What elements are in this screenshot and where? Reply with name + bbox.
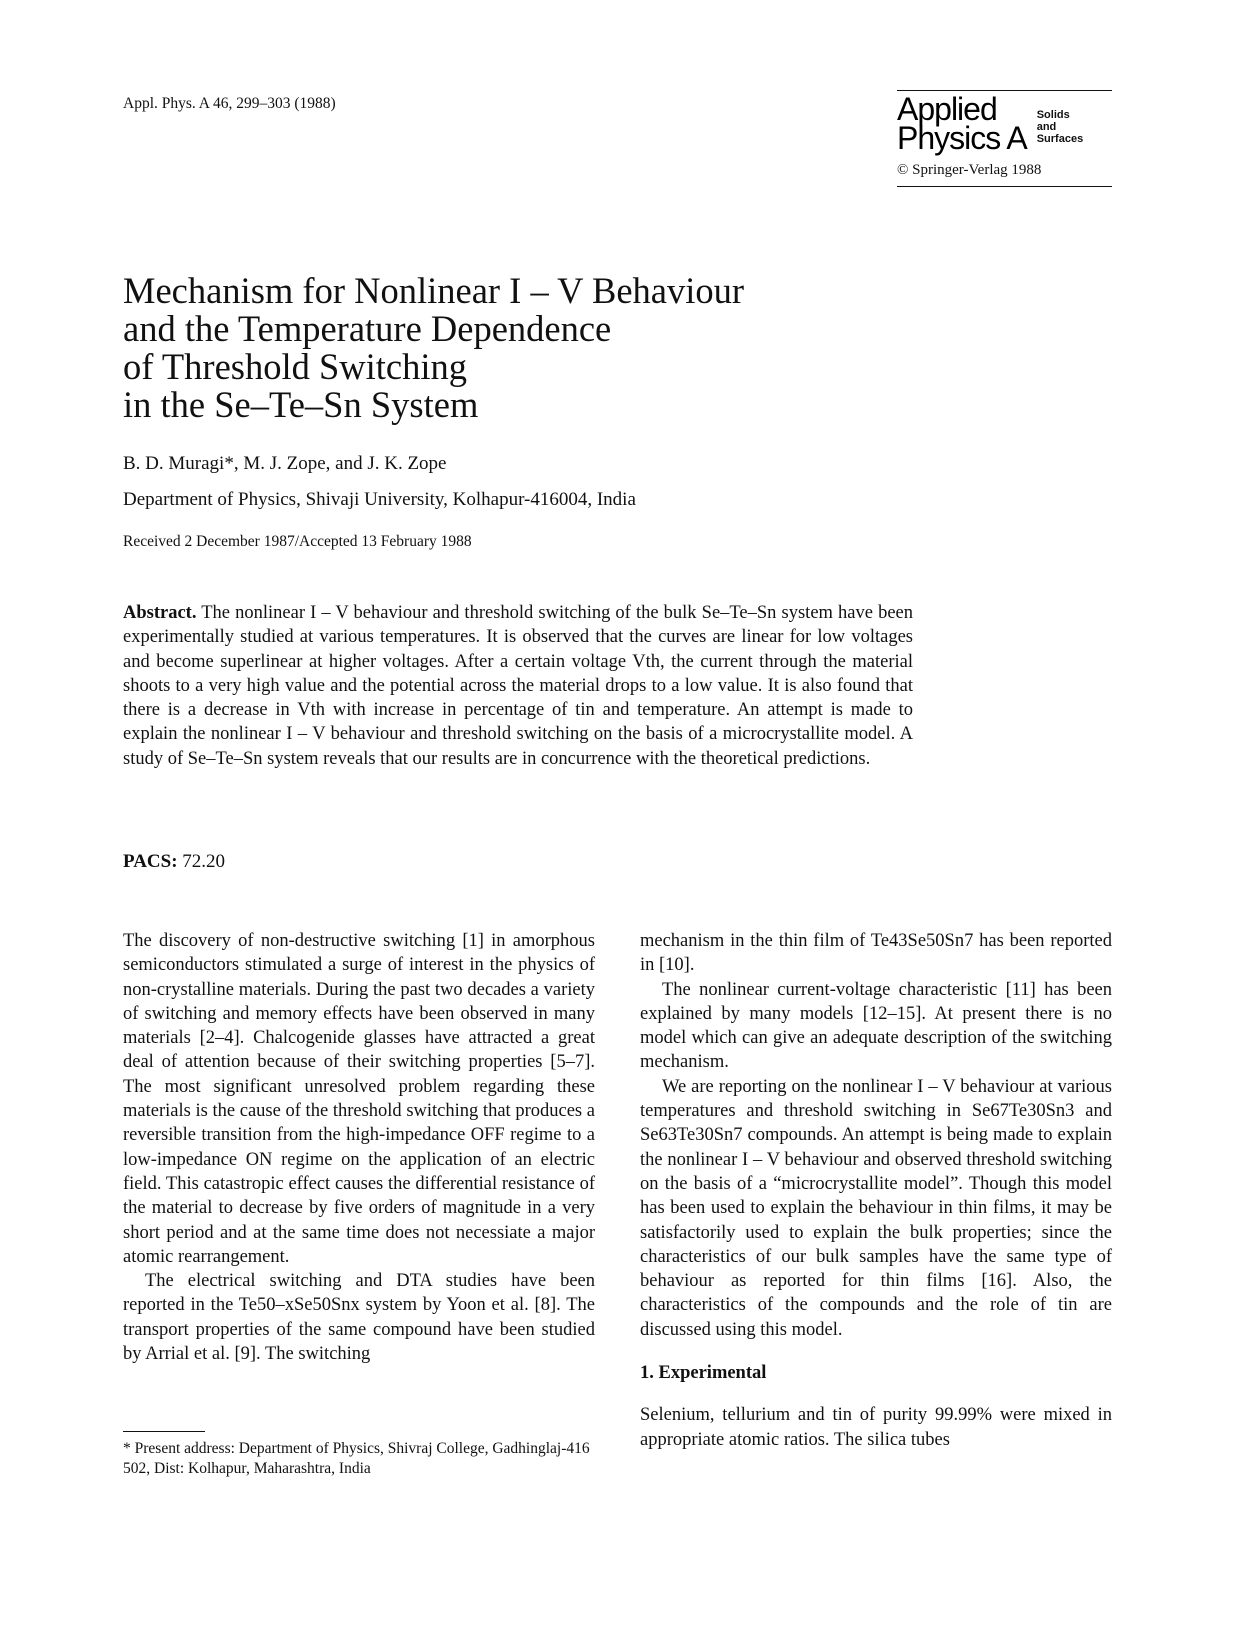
journal-subtitle: Solids and Surfaces xyxy=(1036,109,1084,145)
abstract xyxy=(123,601,913,771)
pacs-value: 72.20 xyxy=(182,851,226,872)
body-paragraph: The discovery of non-destructive switching [1] in amorphous semiconductors stimulated a surge of interest in the physics of non-crystalline materials. During the past two decades a variety of switching and memory effects have been observed in many materials [2–4]. Chalcogenide glasses have attracted a great deal of attention because of their switching properties [5–7]. The most significant unresolved problem regarding these materials is the cause of the threshold switching that produces a reversible transition from the high-impedance OFF regime to a low-impedance ON regime on the application of an electric field. This catastropic effect causes the differential resistance of the material to decrease by five orders of magnitude in a very short period and at the same time does not necessiate a major atomic rearrangement. xyxy=(123,931,595,1267)
pacs-label: PACS: xyxy=(123,851,178,872)
title-line: Mechanism for Nonlinear I – V Behaviour xyxy=(123,270,745,311)
body-paragraph: The electrical switching and DTA studies have been reported in the Te50–xSe50Snx system by Yoon et al. [8]. The transport properties of the same compound have been studied by Arrial et al. [9]. The switching xyxy=(123,1271,595,1365)
copyright-notice: © Springer-Verlag 1988 xyxy=(897,162,1112,187)
article-title xyxy=(123,272,883,424)
footnote: * Present address: Department of Physics, Shivraj College, Gadhinglaj-416 502, Dist: Kolhapur, Maharashtra, India xyxy=(123,1440,590,1477)
body-paragraph: Selenium, tellurium and tin of purity 99.99% were mixed in appropriate atomic ratios. The silica tubes xyxy=(640,1405,1112,1450)
pacs-code xyxy=(123,851,225,873)
title-line: and the Temperature Dependence xyxy=(123,308,612,349)
footnote-rule xyxy=(123,1431,205,1432)
body-paragraph: We are reporting on the nonlinear I – V behaviour at various temperatures and threshold switching in Se67Te30Sn3 and Se63Te30Sn7 compounds. An attempt is being made to explain the nonlinear I – V behaviour and observed threshold switching on the basis of a “microcrystallite model”. Though this model has been used to explain the behaviour in thin films, it may be satisfactorily used to explain the bulk properties; since the characteristics of our bulk samples have the same type of behaviour as reported for thin films [16]. Also, the characteristics of the compounds and the role of tin are discussed using this model. xyxy=(640,1076,1112,1340)
title-line: in the Se–Te–Sn System xyxy=(123,384,479,425)
affiliation: Department of Physics, Shivaji University, Kolhapur-416004, India xyxy=(123,489,636,510)
abstract-text: The nonlinear I – V behaviour and threshold switching of the bulk Se–Te–Sn system have been experimentally studied at various temperatures. It is observed that the curves are linear for low voltages and become superlinear at higher voltages. After a certain voltage Vth, the current through the material shoots to a very high value and the potential across the material drops to a low value. It is also found that there is a decrease in Vth with increase in percentage of tin and temperature. An attempt is made to explain the nonlinear I – V behaviour and threshold switching on the basis of a microcrystallite model. A study of Se–Te–Sn system reveals that our results are in concurrence with the theoretical predictions. xyxy=(123,603,913,769)
journal-citation: Appl. Phys. A 46, 299–303 (1988) xyxy=(123,95,336,112)
body-column-left xyxy=(123,929,595,1366)
received-dates: Received 2 December 1987/Accepted 13 February 1988 xyxy=(123,533,472,550)
journal-brand xyxy=(897,90,1112,187)
section-heading: 1. Experimental xyxy=(640,1363,767,1384)
abstract-label: Abstract. xyxy=(123,603,197,623)
journal-logo: Applied Physics A xyxy=(897,91,1027,156)
body-column-right xyxy=(640,929,1112,1452)
body-paragraph: mechanism in the thin film of Te43Se50Sn7 has been reported in [10]. xyxy=(640,931,1112,976)
author-list: B. D. Muragi*, M. J. Zope, and J. K. Zope xyxy=(123,453,447,474)
body-paragraph: The nonlinear current-voltage characteristic [11] has been explained by many models [12–15]. At present there is no model which can give an adequate description of the switching mechanism. xyxy=(640,979,1112,1073)
title-line: of Threshold Switching xyxy=(123,346,468,387)
